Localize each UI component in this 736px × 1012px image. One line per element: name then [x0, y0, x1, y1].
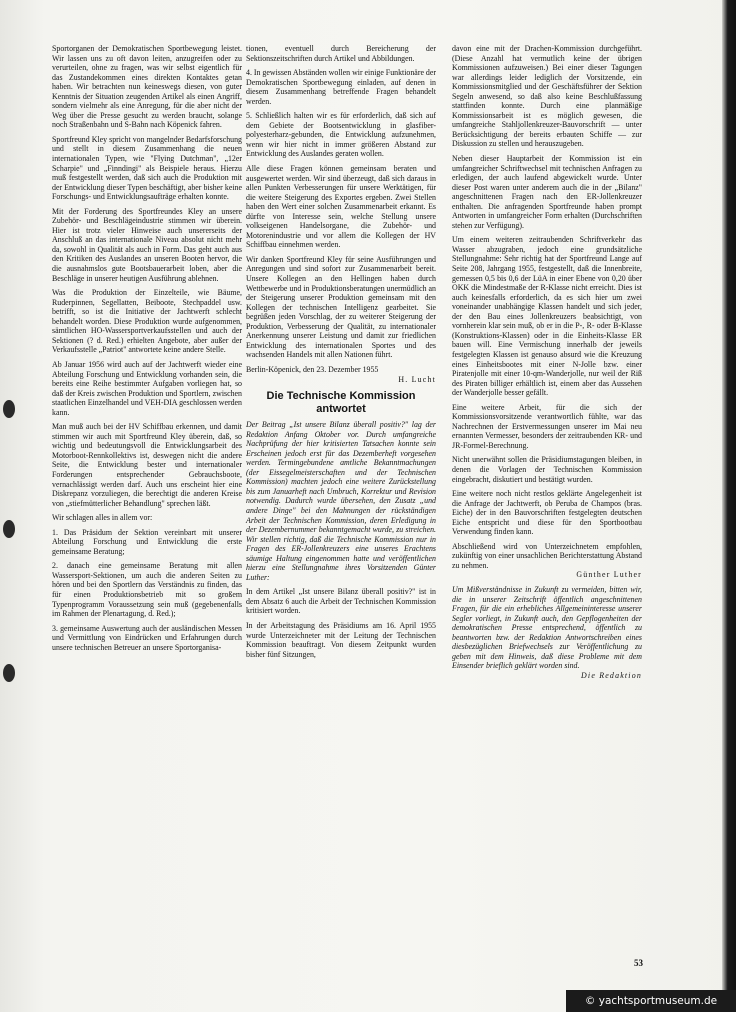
punch-hole — [3, 664, 15, 682]
list-item: 4. In gewissen Abständen wollen wir einige Funktionäre der Demokratischen Sportbewegung einladen, auf denen in diesem Zusammenhang betreffende Fragen behandelt werden. — [246, 68, 436, 106]
column-right — [452, 44, 642, 685]
paragraph: davon eine mit der Drachen-Kommission durchgeführt. (Diese Anzahl hat vermutlich keine der übrigen Kommissionen aufzuweisen.) Bei einer dieser Tagungen war allerdings leider lediglich der Vorsitzende, ein Kommissionsmitglied und der Geschäftsführer der Sektion Segeln anwesend, so daß also keine Beschlußfassung stattfinden konnte. Durch eine planmäßige Kommissionsarbeit ist es möglich gewesen, die umfangreiche Stahljollenkreuzer-Bauvorschrift — unter Berücksichtigung der bereits erbauten Schiffe — zur Diskussion zu stellen und herauszugeben. — [452, 44, 642, 149]
paragraph: Ab Januar 1956 wird auch auf der Jachtwerft wieder eine Abteilung Forschung und Entwicklung vorhanden sein, die bereits eine Reihe bestimmter Aufgaben vorliegen hat, so daß der Kreis zwischen Produktion und Sportlern, zwischen staatlichen Einzelhandel und VEH-DIA geschlossen werden kann. — [52, 359, 242, 417]
paragraph: Mit der Forderung des Sportfreundes Kley an unsere Zubehör- und Beschlägeindustrie stimmen wir überein. Hier ist trotz vieler Hinweise auch unsererseits der Anschluß an das internationale Niveau absolut nicht mehr da, sowohl in Qualität als auch in Form. Das geht auch aus den Kritiken des Auslandes an unseren Booten hervor, die die ausnahmslos gute Bootsbauerarbeit loben, aber die Beschläge in unserer heutigen Ausführung ablehnen. — [52, 206, 242, 283]
editorial-intro: Der Beitrag „Ist unsere Bilanz überall positiv?" lag der Redaktion Anfang Oktober vor. Durch umfangreiche Nachprüfung der hier kritisierten Tatsachen konnte sein Erscheinen jedoch erst für das Dezemberheft vorgesehen werden. Termingebundene amtliche Bekanntmachungen (der Eissegelmeisterschaften und der Technischen Kommission) machten jedoch eine weitere Zurückstellung bis zum Januarheft nach Umbruch, Korrektur und Revision notwendig. Dadurch wurde übersehen, den Zusatz „und andere Dinge" bei den Mahnungen der rückständigen Arbeit der Technischen Kommission, deren Erledigung in der Dezembernummer bekanntgemacht wurde, zu streichen. Wir stellen richtig, daß die Technische Kommission nur in Fragen des ER-Jollenkreuzers eine unseres Erachtens säumige Haltung eingenommen hatte und veröffentlichen hierzu eine Stellungnahme ihres Vorsitzenden Günter Luther: — [246, 420, 436, 582]
paragraph: Man muß auch bei der HV Schiffbau erkennen, und damit stimmen wir auch mit Sportfreund Kley überein, daß, so wichtig und bedeutungsvoll die Entwicklungsarbeit des Motorboot-Rennkollektivs ist, deswegen nicht die andere Seite, die Entwicklung bester und internationaler Forderungen entsprechender Gebrauchsboote, vernachlässigt werden darf. Auch uns erscheint hier eine Diskrepanz vorzuliegen, die berechtigt die anderen Kreise von „stiefmütterlicher Behandlung" sprechen läßt. — [52, 422, 242, 508]
paragraph: Alle diese Fragen können gemeinsam beraten und ausgewertet werden. Wir sind überzeugt, daß sich daraus in allen Punkten Verbesserungen für unsere Werktätigen, für die weitere Steigerung des Exportes ergeben. Zwei Stellen haben den Wert einer solchen Zusammenarbeit erkannt. Es dürfte von Interesse sein, welche Stellung unsere volkseigenen Handelsorgane, die Zubehör- und Motorenindustrie und vor allem die Kollegen der HV Schiffbau einnehmen werden. — [246, 164, 436, 250]
punch-hole — [3, 400, 15, 418]
paragraph: Um einem weiteren zeitraubenden Schriftverkehr das Wasser abzugraben, jedoch eine grundsätzliche Stellungnahme: Sehr richtig hat der Sportfreund Lange auf Seite 208, Jahrgang 1955, festgestellt, daß die Innenbreite, gemessen 0,5 bis 0,6 der LüA in einer Ebene von 0,20 über OKK die Mindestmaße der R-Klasse nicht erreicht. Dies ist auch keinesfalls erforderlich, da es sich hier um zwei voneinander unabhängige Klassen handelt und sich jeder, der den Bau eines Jollenkreuzers beabsichtigt, von vornherein klar sein muß, ob er in die P-, R- oder B-Klasse (Konstruktions-Klassen) oder in die Einheits-Klasse ER bauen will. Eine Vermischung innerhalb der jeweils festgelegten Klassen ist genauso absurd wie die Kreuzung eines Einheitsbootes mit einer N-Jolle bzw. einer Piratenjolle mit einer 10-qm-Wanderjolle, nur weil der Riß des Piraten billiger erhältlich ist, einem aber das Aussehen der Wanderjolle besser gefällt. — [452, 235, 642, 398]
list-item: 3. gemeinsame Auswertung auch der ausländischen Messen und Vermittlung von Eindrücken und Erfahrungen durch unsere technischen Betreuer an unsere Sportorganisa- — [52, 623, 242, 652]
paragraph: Wir schlagen alles in allem vor: — [52, 513, 153, 523]
paragraph: In der Arbeitstagung des Präsidiums am 16. April 1955 wurde Unterzeichneter mit der Leitung der Technischen Kommission beauftragt. Von diesem Zeitpunkt wurden bisher fünf Sitzungen, — [246, 620, 436, 659]
paragraph: Sportorganen der Demokratischen Sportbewegung leistet. Wir lassen uns zu oft davon leiten, anzugreifen oder zu verurteilen, ohne zu fragen, was wir selbst eigentlich für das Zustandekommen eines direkten Kontaktes getan haben. Wir betrachten nun keineswegs diesen, von guter Kenntnis der Situation zeugenden Artikel als einen Angriff, sondern vielmehr als eine Anregung, für die aber nicht der Weg über die Presse gesucht zu werden braucht, solange noch Straßenbahn und S-Bahn nach Köpenick fahren. — [52, 44, 242, 130]
paragraph: In dem Artikel „Ist unsere Bilanz überall positiv?" ist in dem Absatz 6 auch die Arbeit der Technischen Kommission kritisiert worden. — [246, 587, 436, 616]
column-left — [52, 44, 242, 657]
editor-note: Um Mißverständnisse in Zukunft zu vermeiden, bitten wir, die in unserer Zeitschrift öffentlich angeschnittenen Fragen, für die ein erhebliches Allgemeininteresse unserer Segler vorliegt, in Zukunft auch, den Gepflogenheiten der demokratischen Presse entsprechend, öffentlich zu beantworten bzw. der Redaktion Antwortschreiben eines diesbezüglichen Briefwechsels zur Veröffentlichung zu geben mit dem Hinweis, daß diese Probleme mit dem Einsender brieflich geklärt worden sind. — [452, 584, 642, 671]
paragraph: tionen, eventuell durch Bereicherung der Sektionszeitschriften durch Artikel und Abbildungen. — [246, 44, 436, 63]
paragraph: Sportfreund Kley spricht von mangelnder Bedarfsforschung und stellt in diesem Zusammenhang die neuen internationalen Typen, wie "Flying Dutchman", „12er Scharpie" und „Finndingi" als Beispiele heraus. Hierzu muß festgestellt werden, daß sich auch die Produktion mit der Entwicklung dieser Typen beschäftigt, aber bisher keine Forschungs- und Entwicklungsaufträge erhalten konnte. — [52, 134, 242, 202]
list-item: 1. Das Präsidum der Sektion vereinbart mit unserer Abteilung Forschung und Entwicklung die erste gemeinsame Beratung; — [52, 527, 242, 556]
column-middle — [246, 44, 436, 664]
editor-signature: Die Redaktion — [581, 670, 642, 680]
paragraph: Was die Produktion der Einzelteile, wie Bäume, Ruderpinnen, Segellatten, Beiboote, Stechpaddel usw. betrifft, so ist die Initiative der Jachtwerft schlecht behandelt worden. Diese Produktion wurde aufgenommen, sämtlichen HO-Wassersportverkaufsstellen und auch der Sektionen (? d. Red.) erhielten Angebote, aber außer der Verkaufsstelle „Patriot" antwortete keine andere Stelle. — [52, 288, 242, 355]
paragraph: Nicht unerwähnt sollen die Präsidiumstagungen bleiben, in denen die Vorlagen der Technischen Kommission eingebracht, diskutiert und bestätigt wurden. — [452, 455, 642, 484]
dateline: Berlin-Köpenick, den 23. Dezember 1955 — [246, 364, 379, 374]
watermark: © yachtsportmuseum.de — [566, 990, 736, 1012]
paragraph: Eine weitere noch nicht restlos geklärte Angelegenheit ist die Anfrage der Jachtwerft, ob Peruba de Champos (bras. Eiche) der in den Bauvorschriften festgelegten deutschen Eiche entspricht und diese für den Sportbootbau Verwendung finden kann. — [452, 489, 642, 537]
list-item: 5. Schließlich halten wir es für erforderlich, daß sich auf dem Gebiete der Bootsentwicklung in glasfiber-polyesterharz-gebunden, die Entwicklung aufzunehmen, wenn wir hier nicht in immer größeren Abstand zur Entwicklung des Auslandes geraten wollen. — [246, 111, 436, 159]
author-signature: Günther Luther — [576, 570, 642, 580]
author-signature: H. Lucht — [398, 374, 436, 384]
paragraph: Abschließend wird von Unterzeichnetem empfohlen, zukünftig von einer unsachlichen Berichterstattung Abstand zu nehmen. — [452, 541, 642, 570]
paragraph: Eine weitere Arbeit, für die sich der Kommissionsvorsitzende verantwortlich fühlte, war das Nachrechnen der Erstvermessungen unserer im Mai neu ernannten Vermesser, besonders der zeitraubenden KR- und JR-Formel-Berechnung. — [452, 402, 642, 450]
paragraph: Neben dieser Hauptarbeit der Kommission ist ein umfangreicher Schriftwechsel mit technischen Anfragen zu erledigen, der auch laufend abgewickelt wurde. Unter dieser Post waren unter anderem auch die in der „Bilanz" angeschnittenen Fragen nach den ER-Jollenkreuzer enthalten. Die anfragenden Sportfreunde haben prompt Antworten in umfangreicher Form erhalten (Durchschriften stehen zur Verfügung). — [452, 154, 642, 230]
article-heading: Die Technische Kommission antwortet — [266, 390, 416, 416]
punch-hole — [3, 520, 15, 538]
page-number: 53 — [634, 958, 643, 968]
list-item: 2. danach eine gemeinsame Beratung mit allen Wassersport-Sektionen, um auch die anderen Seiten zu hören und bei den Sportlern das Verständnis zu finden, das für einen Produktionsbetrieb mit so großem Typenprogramm Voraussetzung sein muß (gegebenenfalls im Rahmen der Plenartagung, d. Red.); — [52, 561, 242, 619]
paragraph: Wir danken Sportfreund Kley für seine Ausführungen und Anregungen und sind sofort zur Zusammenarbeit bereit. Unsere Kollegen an den Hellingen haben durch Wettbewerbe und in Produktionsberatungen unermüdlich an der Steigerung unserer Produktion gemeinsam mit den Kollegen der technischen Intelligenz gearbeitet. Sie begrüßen jeden Vorschlag, der zu weiterer Steigerung der Produktion, Verbesserung der Qualität, zu internationaler Anerkennung unserer Leistung und damit zur friedlichen Entwicklung des internationalen Sportes und des wachsenden Handels mit allen Nationen führt. — [246, 254, 436, 360]
page-edge-shadow — [722, 0, 736, 1012]
